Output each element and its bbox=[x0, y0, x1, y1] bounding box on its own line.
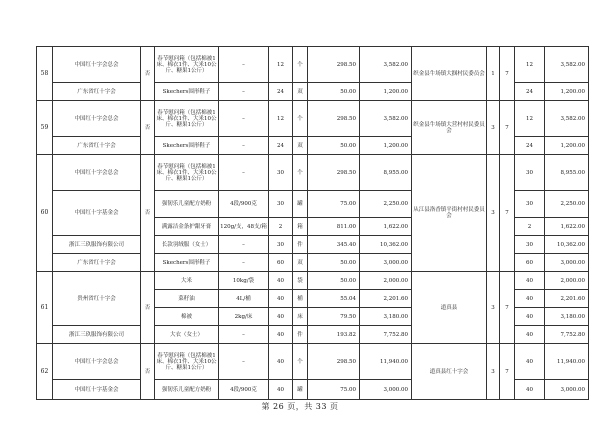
code-1: 1 bbox=[487, 47, 500, 101]
received-amount: 1,622.00 bbox=[545, 218, 589, 236]
item-name: 大衣（女士） bbox=[155, 326, 219, 344]
quantity: 40 bbox=[269, 344, 293, 380]
donor-org: 广东省红十字会 bbox=[53, 83, 141, 101]
received-amount: 7,752.80 bbox=[545, 326, 589, 344]
received-quantity: 40 bbox=[515, 308, 545, 326]
table-row bbox=[37, 101, 589, 137]
unit-price: 75.00 bbox=[308, 191, 360, 218]
donor-org: 浙江三玖服饰有限公司 bbox=[53, 236, 141, 254]
row-index: 59 bbox=[37, 101, 53, 155]
received-amount: 3,000.00 bbox=[545, 254, 589, 272]
received-quantity: 30 bbox=[515, 191, 545, 218]
donor-org: 中国红十字会总会 bbox=[53, 101, 141, 137]
donor-org: 中国红十字基金会 bbox=[53, 191, 141, 236]
amount: 2,000.00 bbox=[360, 272, 412, 290]
received-amount: 3,180.00 bbox=[545, 308, 589, 326]
unit-price: 75.00 bbox=[308, 380, 360, 400]
item-spec: – bbox=[219, 155, 269, 191]
item-spec: – bbox=[219, 47, 269, 83]
received-quantity: 2 bbox=[515, 218, 545, 236]
unit-price: 298.50 bbox=[308, 344, 360, 380]
amount: 3,180.00 bbox=[360, 308, 412, 326]
received-amount: 8,955.00 bbox=[545, 155, 589, 191]
row-index: 61 bbox=[37, 272, 53, 344]
amount: 3,000.00 bbox=[360, 254, 412, 272]
item-spec: 2kg/床 bbox=[219, 308, 269, 326]
unit: 双 bbox=[293, 83, 308, 101]
item-spec: – bbox=[219, 254, 269, 272]
unit: 双 bbox=[293, 254, 308, 272]
unit-price: 811.00 bbox=[308, 218, 360, 236]
recipient: 道真县红十字会 bbox=[412, 344, 487, 400]
table-row bbox=[37, 344, 589, 380]
received-amount: 1,200.00 bbox=[545, 83, 589, 101]
unit: 袋 bbox=[293, 272, 308, 290]
unit: 双 bbox=[293, 137, 308, 155]
code-1: 3 bbox=[487, 344, 500, 400]
donor-org: 广东省红十字会 bbox=[53, 254, 141, 272]
unit-price: 193.82 bbox=[308, 326, 360, 344]
received-amount: 2,201.60 bbox=[545, 290, 589, 308]
received-amount: 2,000.00 bbox=[545, 272, 589, 290]
unit: 件 bbox=[293, 236, 308, 254]
quantity: 12 bbox=[269, 47, 293, 83]
item-name: 满露洁金条护龈牙膏 bbox=[155, 218, 219, 236]
unit-price: 50.00 bbox=[308, 137, 360, 155]
item-spec: – bbox=[219, 344, 269, 380]
item-spec: – bbox=[219, 236, 269, 254]
received-quantity: 40 bbox=[515, 272, 545, 290]
unit: 个 bbox=[293, 155, 308, 191]
amount: 1,200.00 bbox=[360, 137, 412, 155]
donor-org: 浙江三玖服饰有限公司 bbox=[53, 326, 141, 344]
unit: 桶 bbox=[293, 290, 308, 308]
recipient: 从江县洛香镇平街村村民委员会 bbox=[412, 155, 487, 272]
code-2: 7 bbox=[500, 272, 515, 344]
unit: 箱 bbox=[293, 218, 308, 236]
code-2: 7 bbox=[500, 101, 515, 155]
unit-price: 298.50 bbox=[308, 47, 360, 83]
unit-price: 298.50 bbox=[308, 101, 360, 137]
table-row bbox=[37, 155, 589, 191]
received-quantity: 24 bbox=[515, 137, 545, 155]
received-quantity: 40 bbox=[515, 344, 545, 380]
unit-price: 50.00 bbox=[308, 254, 360, 272]
received-quantity: 24 bbox=[515, 83, 545, 101]
quantity: 40 bbox=[269, 290, 293, 308]
quantity: 40 bbox=[269, 308, 293, 326]
code-2: 7 bbox=[500, 47, 515, 101]
quantity: 12 bbox=[269, 101, 293, 137]
received-amount: 2,250.00 bbox=[545, 191, 589, 218]
item-spec: 4段/900克 bbox=[219, 380, 269, 400]
item-name: 春节慰问箱（包括棉被1床、棉衣1件、大米10公斤、糖果1公斤） bbox=[155, 47, 219, 83]
item-spec: – bbox=[219, 326, 269, 344]
received-quantity: 40 bbox=[515, 326, 545, 344]
received-quantity: 30 bbox=[515, 155, 545, 191]
item-spec: – bbox=[219, 101, 269, 137]
tax-flag: 否 bbox=[141, 272, 155, 344]
row-index: 58 bbox=[37, 47, 53, 101]
code-1: 3 bbox=[487, 272, 500, 344]
code-2: 7 bbox=[500, 344, 515, 400]
item-spec: 4段/900克 bbox=[219, 191, 269, 218]
received-amount: 3,582.00 bbox=[545, 47, 589, 83]
code-1: 3 bbox=[487, 155, 500, 272]
received-amount: 1,200.00 bbox=[545, 137, 589, 155]
unit: 床 bbox=[293, 308, 308, 326]
unit: 个 bbox=[293, 101, 308, 137]
table-row bbox=[37, 272, 589, 290]
recipient: 织金县牛场镇大营村村民委员会 bbox=[412, 101, 487, 155]
row-index: 60 bbox=[37, 155, 53, 272]
amount: 7,752.80 bbox=[360, 326, 412, 344]
unit-price: 55.04 bbox=[308, 290, 360, 308]
tax-flag: 否 bbox=[141, 101, 155, 155]
donor-org: 中国红十字会总会 bbox=[53, 155, 141, 191]
amount: 2,250.00 bbox=[360, 191, 412, 218]
quantity: 60 bbox=[269, 254, 293, 272]
item-spec: – bbox=[219, 83, 269, 101]
item-spec: 10kg/袋 bbox=[219, 272, 269, 290]
amount: 8,955.00 bbox=[360, 155, 412, 191]
unit-price: 50.00 bbox=[308, 272, 360, 290]
quantity: 30 bbox=[269, 236, 293, 254]
quantity: 24 bbox=[269, 137, 293, 155]
recipient: 道真县 bbox=[412, 272, 487, 344]
quantity: 40 bbox=[269, 326, 293, 344]
received-amount: 3,582.00 bbox=[545, 101, 589, 137]
tax-flag: 否 bbox=[141, 47, 155, 101]
code-1: 3 bbox=[487, 101, 500, 155]
donor-org: 贵州省红十字会 bbox=[53, 272, 141, 326]
item-name: 春节慰问箱（包括棉被1床、棉衣1件、大米10公斤、糖果1公斤） bbox=[155, 155, 219, 191]
page-number: 第 26 页，共 33 页 bbox=[261, 402, 339, 411]
unit-price: 79.50 bbox=[308, 308, 360, 326]
quantity: 30 bbox=[269, 191, 293, 218]
tax-flag: 否 bbox=[141, 344, 155, 400]
donor-org: 广东省红十字会 bbox=[53, 137, 141, 155]
item-name: 春节慰问箱（包括棉被1床、棉衣1件、大米10公斤、糖果1公斤） bbox=[155, 344, 219, 380]
table-body bbox=[37, 47, 589, 400]
unit: 件 bbox=[293, 326, 308, 344]
item-name: Skechers围形鞋子 bbox=[155, 254, 219, 272]
received-amount: 3,000.00 bbox=[545, 380, 589, 400]
item-spec: 120g/支，48支/箱 bbox=[219, 218, 269, 236]
row-index: 62 bbox=[37, 344, 53, 400]
received-quantity: 40 bbox=[515, 290, 545, 308]
item-name: 强韧乐儿童配方奶粉 bbox=[155, 191, 219, 218]
amount: 1,622.00 bbox=[360, 218, 412, 236]
received-quantity: 30 bbox=[515, 236, 545, 254]
received-quantity: 40 bbox=[515, 380, 545, 400]
item-name: 强韧乐儿童配方奶粉 bbox=[155, 380, 219, 400]
item-name: 长款羽绒服（女士） bbox=[155, 236, 219, 254]
amount: 3,000.00 bbox=[360, 380, 412, 400]
item-name: 棉被 bbox=[155, 308, 219, 326]
donor-org: 中国红十字会总会 bbox=[53, 47, 141, 83]
received-amount: 10,362.00 bbox=[545, 236, 589, 254]
unit: 罐 bbox=[293, 380, 308, 400]
donor-org: 中国红十字会总会 bbox=[53, 344, 141, 380]
recipient: 织金县牛场镇大掴村民委员会 bbox=[412, 47, 487, 101]
quantity: 40 bbox=[269, 380, 293, 400]
unit: 罐 bbox=[293, 191, 308, 218]
quantity: 2 bbox=[269, 218, 293, 236]
unit-price: 345.40 bbox=[308, 236, 360, 254]
item-name: 春节慰问箱（包括棉被1床、棉衣1件、大米10公斤、糖果1公斤） bbox=[155, 101, 219, 137]
quantity: 24 bbox=[269, 83, 293, 101]
quantity: 30 bbox=[269, 155, 293, 191]
donor-org: 中国红十字基金会 bbox=[53, 380, 141, 400]
item-name: Skechers围形鞋子 bbox=[155, 83, 219, 101]
quantity: 40 bbox=[269, 272, 293, 290]
unit-price: 50.00 bbox=[308, 83, 360, 101]
unit: 个 bbox=[293, 344, 308, 380]
table-row bbox=[37, 47, 589, 83]
received-quantity: 60 bbox=[515, 254, 545, 272]
amount: 11,940.00 bbox=[360, 344, 412, 380]
unit: 个 bbox=[293, 47, 308, 83]
item-name: 菜籽油 bbox=[155, 290, 219, 308]
received-amount: 11,940.00 bbox=[545, 344, 589, 380]
donation-table bbox=[36, 46, 589, 400]
amount: 10,362.00 bbox=[360, 236, 412, 254]
amount: 3,582.00 bbox=[360, 47, 412, 83]
received-quantity: 12 bbox=[515, 47, 545, 83]
tax-flag: 否 bbox=[141, 155, 155, 272]
amount: 2,201.60 bbox=[360, 290, 412, 308]
unit-price: 298.50 bbox=[308, 155, 360, 191]
item-name: 大米 bbox=[155, 272, 219, 290]
received-quantity: 12 bbox=[515, 101, 545, 137]
item-spec: – bbox=[219, 137, 269, 155]
code-2: 7 bbox=[500, 155, 515, 272]
amount: 3,582.00 bbox=[360, 101, 412, 137]
item-name: Skechers围形鞋子 bbox=[155, 137, 219, 155]
amount: 1,200.00 bbox=[360, 83, 412, 101]
item-spec: 4L/桶 bbox=[219, 290, 269, 308]
